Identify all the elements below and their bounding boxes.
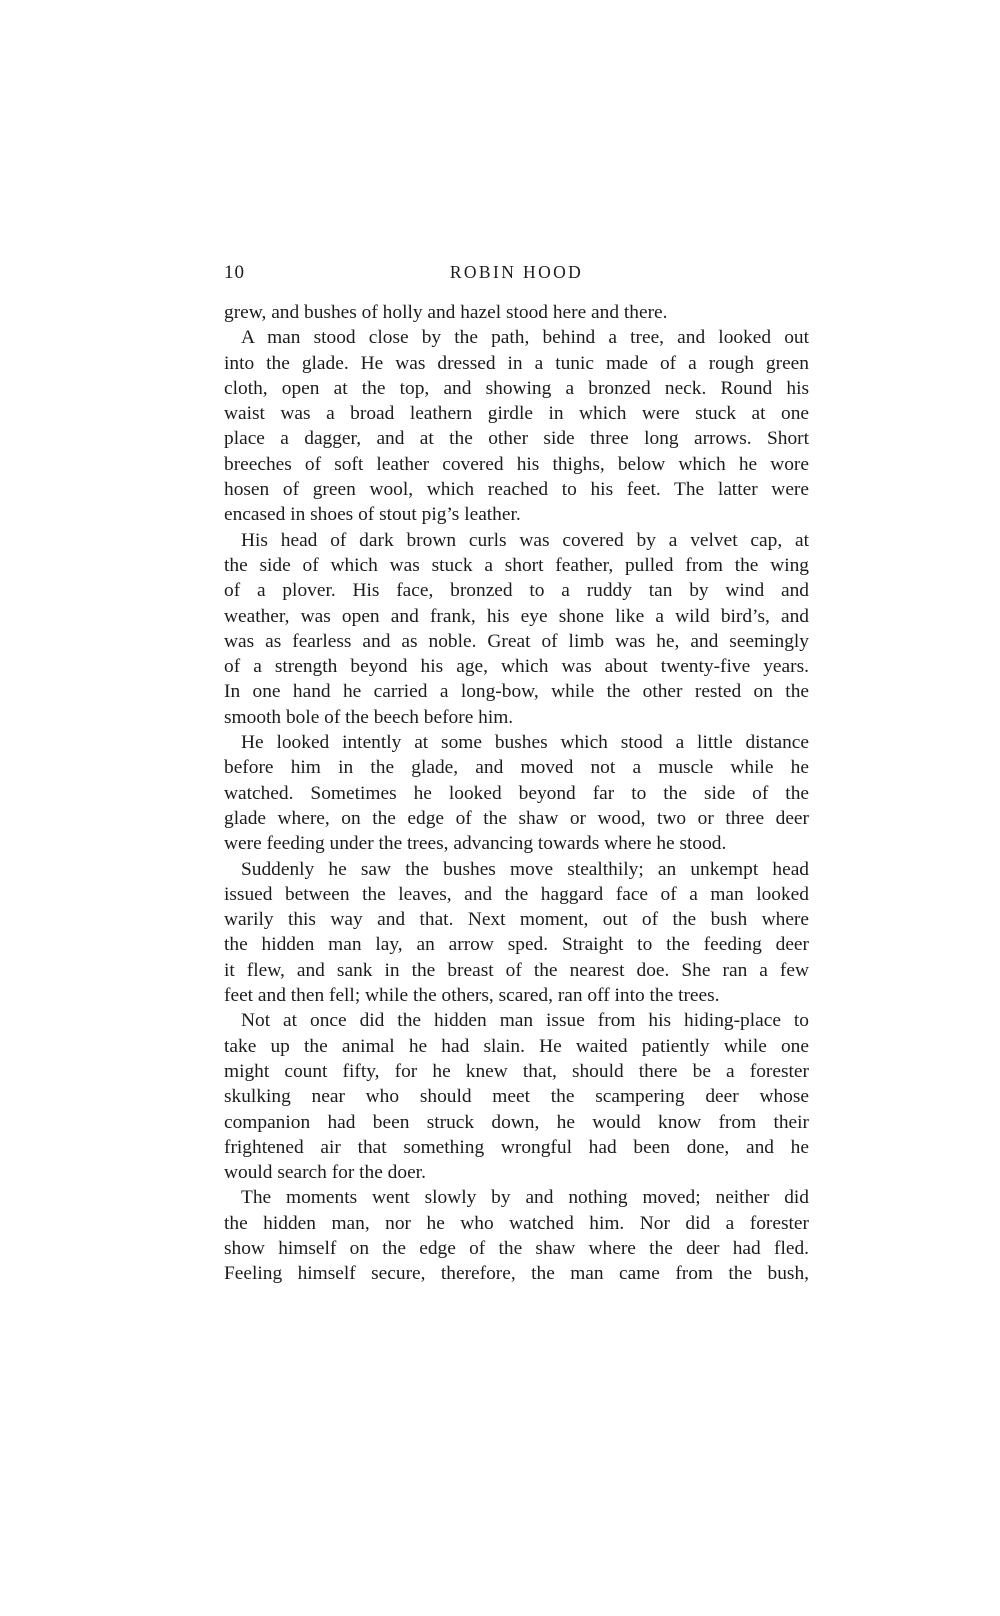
text-line: Suddenly he saw the bushes move stealthily; an unkempt head	[241, 858, 809, 880]
text-line: He looked intently at some bushes which stood a little distance	[241, 732, 809, 754]
text-line: weather, was open and frank, his eye shone like a wild bird’s, and	[224, 605, 809, 627]
text-line: was as fearless and as noble. Great of limb was he, and seemingly	[224, 630, 809, 652]
text-line: breeches of soft leather covered his thighs, below which he wore	[224, 453, 809, 475]
text-line: the hidden man, nor he who watched him. Nor did a forester	[224, 1212, 809, 1234]
text-line: glade where, on the edge of the shaw or wood, two or three deer	[224, 807, 809, 829]
text-line: the side of which was stuck a short feather, pulled from the wing	[224, 554, 809, 576]
text-line: of a strength beyond his age, which was about twenty-five years.	[224, 656, 809, 678]
text-line: cloth, open at the top, and showing a bronzed neck. Round his	[224, 377, 809, 399]
page-number: 10	[224, 262, 245, 283]
paragraph	[224, 1185, 809, 1286]
text-line: might count fifty, for he knew that, should there be a forester	[224, 1060, 809, 1082]
text-line: it flew, and sank in the breast of the nearest doe. She ran a few	[224, 959, 809, 981]
text-line: Not at once did the hidden man issue from his hiding-place to	[241, 1010, 809, 1032]
text-line: warily this way and that. Next moment, out of the bush where	[224, 909, 809, 931]
text-line: A man stood close by the path, behind a tree, and looked out	[241, 327, 809, 349]
text-line: hosen of green wool, which reached to his feet. The latter were	[224, 479, 809, 501]
text-line: frightened air that something wrongful had been done, and he	[224, 1136, 809, 1158]
running-title: ROBIN HOOD	[449, 262, 584, 282]
text-line: waist was a broad leathern girdle in which were stuck at one	[224, 403, 809, 425]
text-line: companion had been struck down, he would know from their	[224, 1111, 809, 1133]
paragraph	[224, 857, 809, 1009]
paragraph	[224, 300, 809, 325]
paragraph	[224, 325, 809, 527]
text-line: In one hand he carried a long-bow, while the other rested on the	[224, 681, 809, 703]
text-line: show himself on the edge of the shaw where the deer had fled.	[224, 1237, 809, 1259]
text-line: were feeding under the trees, advancing towards where he stood.	[224, 833, 727, 855]
text-line: the hidden man lay, an arrow sped. Straight to the feeding deer	[224, 934, 809, 956]
body-text	[224, 300, 809, 1287]
text-line: of a plover. His face, bronzed to a ruddy tan by wind and	[224, 580, 809, 602]
running-head	[224, 262, 809, 292]
book-page	[224, 262, 809, 1287]
text-line: before him in the glade, and moved not a muscle while he	[224, 757, 809, 779]
text-line: watched. Sometimes he looked beyond far to the side of the	[224, 782, 809, 804]
text-line: into the glade. He was dressed in a tunic made of a rough green	[224, 352, 809, 374]
text-line: His head of dark brown curls was covered by a velvet cap, at	[241, 529, 809, 551]
text-line: smooth bole of the beech before him.	[224, 706, 514, 728]
text-line: would search for the doer.	[224, 1162, 426, 1184]
text-line: encased in shoes of stout pig’s leather.	[224, 504, 521, 526]
paragraph	[224, 730, 809, 856]
text-line: take up the animal he had slain. He waited patiently while one	[224, 1035, 809, 1057]
text-line: The moments went slowly by and nothing moved; neither did	[241, 1187, 809, 1209]
text-line: issued between the leaves, and the haggard face of a man looked	[224, 883, 809, 905]
text-line: Feeling himself secure, therefore, the man came from the bush,	[224, 1263, 809, 1285]
text-line: feet and then fell; while the others, scared, ran off into the trees.	[224, 985, 720, 1007]
text-line: grew, and bushes of holly and hazel stood here and there.	[224, 302, 668, 323]
text-line: place a dagger, and at the other side three long arrows. Short	[224, 428, 809, 450]
text-line: skulking near who should meet the scampering deer whose	[224, 1086, 809, 1108]
paragraph	[224, 528, 809, 730]
paragraph	[224, 1008, 809, 1185]
